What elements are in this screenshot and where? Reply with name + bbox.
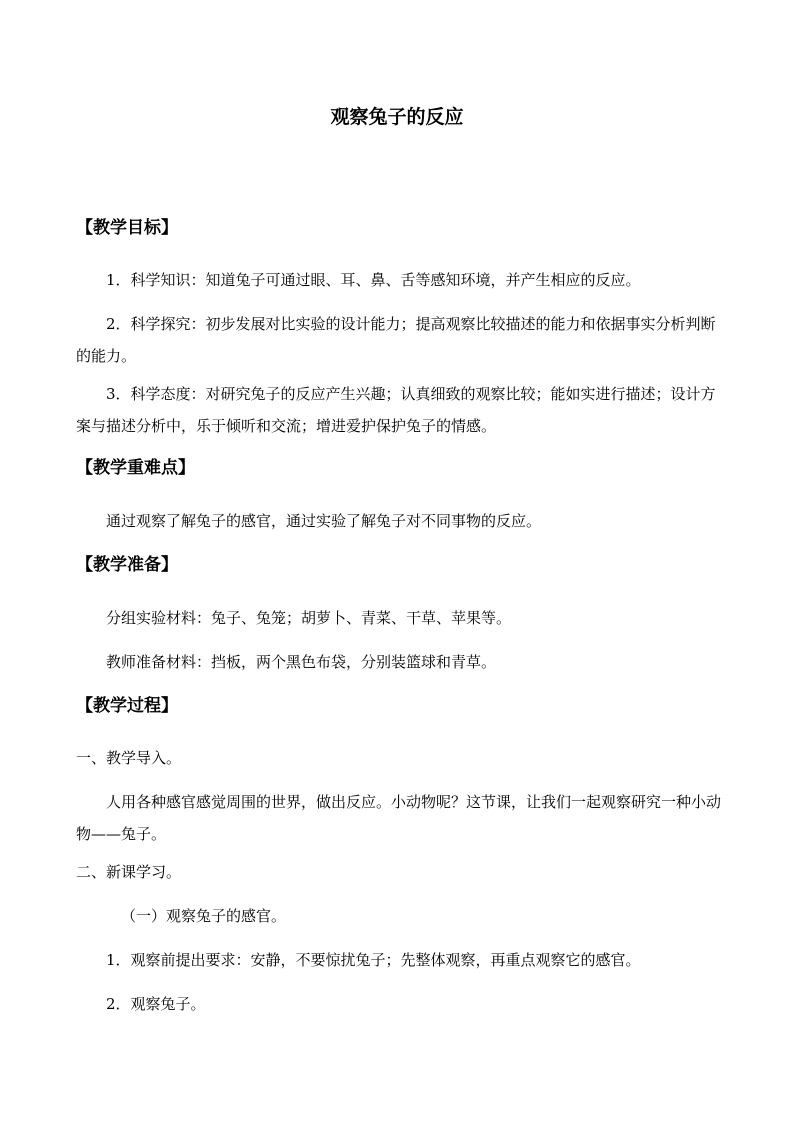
objective-item-1: 1．科学知识：知道兔子可通过眼、耳、鼻、舌等感知环境，并产生相应的反应。 — [106, 271, 641, 289]
document-title: 观察兔子的反应 — [330, 106, 464, 128]
heading-process: 【教学过程】 — [76, 696, 178, 716]
process-part1-title: 一、教学导入。 — [76, 749, 182, 767]
process-step-1: 1．观察前提出要求：安静，不要惊扰兔子；先整体观察，再重点观察它的感官。 — [106, 951, 641, 969]
process-step-2: 2．观察兔子。 — [106, 995, 206, 1013]
process-sub1-title: （一）观察兔子的感官。 — [121, 907, 287, 925]
heading-preparation: 【教学准备】 — [76, 555, 178, 575]
process-part2-title: 二、新课学习。 — [76, 863, 182, 881]
heading-objectives: 【教学目标】 — [76, 218, 178, 238]
process-part1-text: 人用各种感官感觉周围的世界，做出反应。小动物呢？这节课，让我们一起观察研究一种小动物——兔子。 — [76, 793, 722, 843]
preparation-item-1: 分组实验材料：兔子、兔笼；胡萝卜、青菜、干草、苹果等。 — [106, 609, 512, 627]
objective-item-2: 2．科学探究：初步发展对比实验的设计能力；提高观察比较描述的能力和依据事实分析判断的能力。 — [76, 315, 716, 365]
heading-key-points: 【教学重难点】 — [76, 458, 195, 478]
preparation-item-2: 教师准备材料：挡板，两个黑色布袋，分别装篮球和青草。 — [106, 653, 497, 671]
key-points-text: 通过观察了解兔子的感官，通过实验了解兔子对不同事物的反应。 — [106, 512, 542, 530]
objective-item-3: 3．科学态度：对研究兔子的反应产生兴趣；认真细致的观察比较；能如实进行描述；设计方案与描述分析中，乐于倾听和交流；增进爱护保护兔子的情感。 — [76, 385, 716, 435]
